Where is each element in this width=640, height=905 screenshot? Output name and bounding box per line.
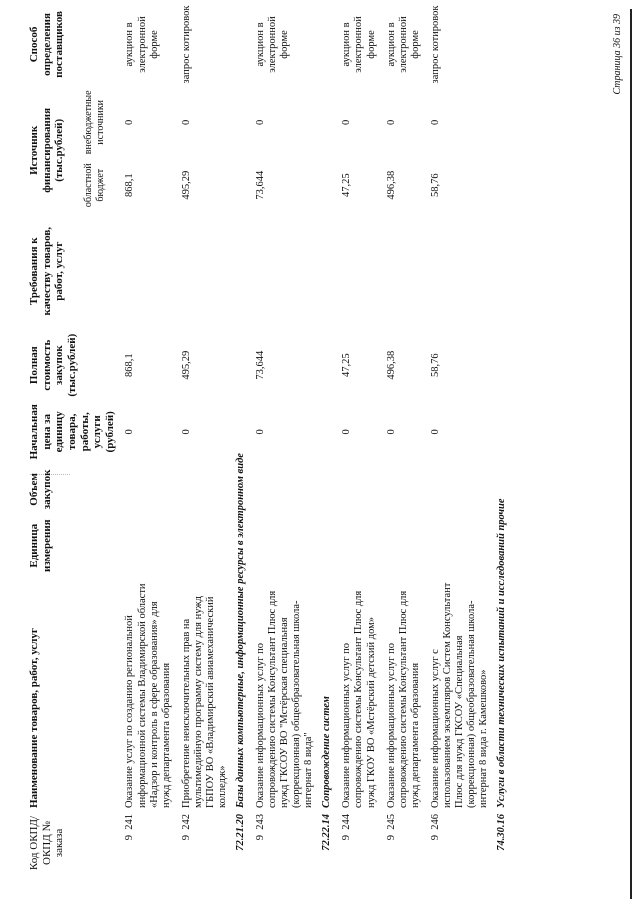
item-total: 868,1: [124, 353, 136, 378]
item-total: 496,38: [385, 350, 397, 380]
item-funding-external: 0: [385, 119, 397, 125]
item-funding-external: 0: [180, 119, 192, 125]
item-unit: [333, 516, 377, 575]
section-row: [490, 1, 508, 875]
item-volume: [247, 462, 315, 516]
order-id: 246: [429, 814, 441, 830]
order-number: [247, 811, 315, 875]
header-total: Полная стоимость закупок (тыс.рублей): [28, 333, 78, 397]
header-row: [28, 1, 83, 875]
header-code: Код ОКПД/ ОКПД № заказа: [28, 815, 66, 871]
item-method: аукцион в электронной форме: [341, 16, 377, 73]
header-price: Начальная цена за единицу товара, работы, услуги (рублей): [28, 404, 116, 460]
order-number: [173, 811, 229, 875]
item-volume: [422, 462, 490, 516]
section-row: [315, 1, 333, 875]
header-unit: Единица измерения: [28, 519, 53, 572]
table-row: [116, 1, 172, 875]
section-title: Услуги в области технических испытаний и исследований прочие: [496, 498, 508, 808]
item-price: 0: [124, 429, 136, 435]
table-body: [116, 1, 508, 875]
order-prefix: 9: [429, 835, 441, 841]
header-requirements: Требования к качеству товаров, работ, услуг: [28, 226, 66, 316]
order-id: 241: [124, 814, 136, 830]
item-funding-regional: 58,76: [429, 173, 441, 198]
order-id: 245: [385, 814, 397, 830]
header-funding: Источник финансирования (тыс.рублей): [28, 107, 66, 193]
section-row: [229, 1, 247, 875]
order-number: [422, 811, 490, 875]
item-funding-regional: 496,38: [385, 170, 397, 200]
item-name: Оказание услуг по созданию региональной информационной системы Владимирской области «Надзор и контроль в сфере образования» для нужд департамента образования: [124, 583, 172, 808]
order-number: [378, 811, 422, 875]
item-method: запрос котировок: [180, 5, 192, 84]
item-name: Оказание информационных услуг с использованием экземпляров Систем Консультант Плюс для нужд ГКСОУ «Специальная (коррекционная) общеобразовательная школа-интернат 8 вида г. Камешково»: [429, 582, 490, 808]
header-volume: Объем закупок: [28, 469, 53, 510]
item-name: Приобретение неисключительных прав на мультимедийную программу систему для нужд ГБПОУ ВО «Владимирский авиамеханический колледж»: [180, 596, 228, 808]
procurement-table: [28, 1, 508, 875]
order-id: 243: [255, 814, 267, 830]
page-bottom-rule: [630, 9, 632, 899]
item-method: аукцион в электронной форме: [255, 16, 291, 73]
item-price: 0: [385, 429, 397, 435]
section-title: Сопровождение систем: [321, 696, 333, 808]
item-name: Оказание информационных услуг по сопровождению системы Консультант Плюс для нужд ГКОУ ВО «Мстёрский детский дом»: [341, 590, 377, 808]
table-row: [173, 1, 229, 875]
item-unit: [422, 516, 490, 575]
section-code: 74.30.16: [496, 814, 508, 851]
header-funding-regional: областной бюджет: [83, 163, 106, 208]
item-funding-regional: 868,1: [124, 173, 136, 198]
order-prefix: 9: [385, 835, 397, 841]
item-funding-external: 0: [341, 119, 353, 125]
order-id: 242: [180, 814, 192, 830]
order-prefix: 9: [341, 835, 353, 841]
item-requirements: [173, 213, 229, 329]
item-requirements: [116, 213, 172, 329]
section-title: Базы данных компьютерные, информационные ресурсы в электронном виде: [234, 453, 246, 808]
item-volume: [333, 462, 377, 516]
header-method: Способ определения поставщиков: [28, 11, 66, 78]
item-unit: [173, 516, 229, 575]
page-footer: Страница 36 из 39: [612, 14, 623, 95]
item-funding-regional: 73,644: [255, 170, 267, 200]
table-row: [378, 1, 422, 875]
item-funding-external: 0: [124, 119, 136, 125]
item-requirements: [333, 213, 377, 329]
item-name: Оказание информационных услуг по сопровождению системы Консультант Плюс для нужд департамента образования: [385, 590, 421, 808]
item-total: 47,25: [341, 353, 353, 378]
item-method: аукцион в электронной форме: [124, 16, 160, 73]
header-name: Наименование товаров, работ, услуг: [28, 628, 40, 808]
item-unit: [247, 516, 315, 575]
item-method: аукцион в электронной форме: [385, 16, 421, 73]
item-funding-external: 0: [429, 119, 441, 125]
section-code: 72.21.20: [234, 814, 246, 851]
section-code: 72.22.14: [321, 814, 333, 851]
header-funding-external: внебюджетные источники: [83, 90, 106, 155]
table-row: [422, 1, 490, 875]
item-funding-regional: 47,25: [341, 173, 353, 198]
order-id: 244: [341, 814, 353, 830]
table-row: [247, 1, 315, 875]
order-prefix: 9: [180, 835, 192, 841]
item-requirements: [378, 213, 422, 329]
item-volume: [116, 462, 172, 516]
item-total: 495,29: [180, 350, 192, 380]
item-total: 58,76: [429, 353, 441, 378]
item-price: 0: [429, 429, 441, 435]
item-requirements: [422, 213, 490, 329]
item-method: запрос котировок: [429, 5, 441, 84]
item-requirements: [247, 213, 315, 329]
item-price: 0: [341, 429, 353, 435]
order-prefix: 9: [255, 835, 267, 841]
item-funding-regional: 495,29: [180, 170, 192, 200]
order-prefix: 9: [124, 835, 136, 841]
item-unit: [116, 516, 172, 575]
item-name: Оказание информационных услуг по сопровождению системы Консультант Плюс для нужд ГКСОУ ВО "Мстёрская специальная (коррекционная) общеобразовательная школа-интернат 8 вида": [255, 590, 315, 808]
item-volume: [378, 462, 422, 516]
item-unit: [378, 516, 422, 575]
item-price: 0: [255, 429, 267, 435]
table-row: [333, 1, 377, 875]
order-number: [333, 811, 377, 875]
item-volume: [173, 462, 229, 516]
item-funding-external: 0: [255, 119, 267, 125]
order-number: [116, 811, 172, 875]
item-price: 0: [180, 429, 192, 435]
item-total: 73,644: [255, 350, 267, 380]
